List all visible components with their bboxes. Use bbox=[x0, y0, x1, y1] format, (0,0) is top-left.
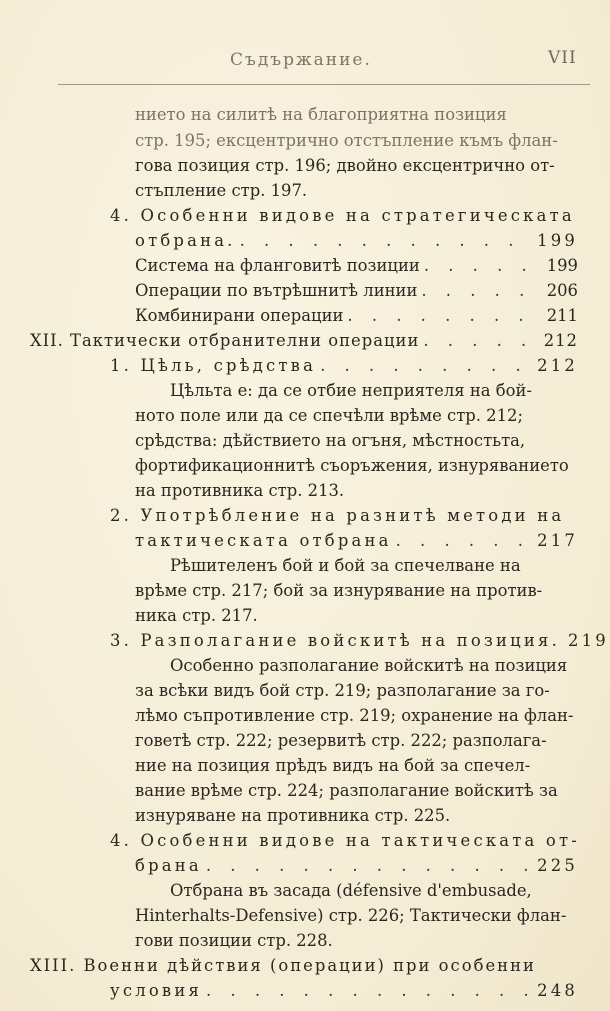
text-line: изнуряване на противника стр. 225. bbox=[135, 806, 451, 825]
leader-dots bbox=[240, 230, 534, 252]
text-line: нието на силитѣ на благоприятна позиция bbox=[135, 105, 507, 124]
text-line: Отбрана въ засада (défensive d'embusade, bbox=[170, 881, 532, 900]
toc-entry-label: условия bbox=[110, 981, 202, 1000]
toc-entry-page: 212 bbox=[537, 356, 578, 375]
text-line: на противника стр. 213. bbox=[135, 481, 345, 500]
text-line: Рѣшителенъ бой и бой за спечелване на bbox=[170, 556, 521, 575]
leader-dots bbox=[396, 530, 533, 552]
text-line: срѣдства: дѣйствието на огъня, мѣстностьта, bbox=[135, 431, 526, 450]
toc-entry-page: 211 bbox=[546, 306, 578, 325]
toc-entry-label: Система на фланговитѣ позиции bbox=[135, 256, 420, 275]
text-line: гова позиция стр. 196; двойно ексцентрично от- bbox=[135, 156, 555, 175]
leader-dots bbox=[347, 305, 542, 327]
toc-entry bbox=[135, 530, 578, 552]
leader-dots bbox=[421, 280, 542, 302]
text-line: Особенно разполагание войскитѣ на позиция bbox=[170, 656, 568, 675]
text-line: гови позиции стр. 228. bbox=[135, 931, 333, 950]
toc-entry bbox=[110, 355, 578, 377]
toc-entry-page: 199 bbox=[537, 231, 578, 250]
text-line: ника стр. 217. bbox=[135, 606, 258, 625]
chapter-heading: XIII. Военни дѣйствия (операции) при особенни bbox=[30, 956, 536, 975]
page-number: VII bbox=[548, 48, 577, 68]
section-heading: 4. Особенни видове на тактическата от- bbox=[110, 831, 580, 850]
text-line: врѣме стр. 217; бой за изнурявание на против- bbox=[135, 581, 543, 600]
leader-dots bbox=[320, 355, 533, 377]
toc-entry-label: XII. Тактически отбранителни операции bbox=[30, 331, 420, 350]
text-line: ното поле или да се спечѣли врѣме стр. 212; bbox=[135, 406, 523, 425]
toc-entry-page: 248 bbox=[537, 981, 578, 1000]
toc-entry-label: Операции по вътрѣшнитѣ линии bbox=[135, 281, 418, 300]
toc-entry bbox=[110, 980, 578, 1002]
toc-entry-label: Комбинирани операции bbox=[135, 306, 344, 325]
toc-entry-label: тактическата отбрана bbox=[135, 531, 392, 550]
text-line: стъпление стр. 197. bbox=[135, 181, 308, 200]
header-rule bbox=[58, 84, 590, 85]
toc-entry-page: 199 bbox=[546, 256, 578, 275]
leader-dots bbox=[206, 980, 533, 1002]
text-line: лѣмо съпротивление стр. 219; охранение на флан- bbox=[135, 706, 574, 725]
text-line: Hinterhalts-Defensive) стр. 226; Тактически флан- bbox=[135, 906, 567, 925]
text-line: ние на позиция прѣдъ видъ на бой за спечел- bbox=[135, 756, 531, 775]
text-line: Цѣльта е: да се отбие неприятеля на бой- bbox=[170, 381, 532, 400]
toc-entry-label: 3. Разполагание войскитѣ на позиция. bbox=[110, 631, 560, 650]
toc-entry bbox=[135, 305, 578, 327]
leader-dots bbox=[206, 855, 533, 877]
text-line: вание врѣме стр. 224; разполагание войскитѣ за bbox=[135, 781, 558, 800]
text-line: стр. 195; ексцентрично отстъпление къмъ флан- bbox=[135, 131, 558, 150]
toc-entry bbox=[110, 630, 609, 652]
toc-entry-page: 206 bbox=[546, 281, 578, 300]
toc-entry-page: 225 bbox=[537, 856, 578, 875]
toc-entry-page: 219 bbox=[568, 631, 609, 650]
toc-entry bbox=[135, 280, 578, 302]
toc-entry bbox=[135, 855, 578, 877]
toc-chapter-entry bbox=[30, 330, 578, 352]
leader-dots bbox=[424, 255, 543, 277]
text-line: за всѣки видъ бой стр. 219; разполагание за го- bbox=[135, 681, 550, 700]
toc-entry bbox=[135, 230, 578, 252]
section-heading: 4. Особенни видове на стратегическата bbox=[110, 206, 575, 225]
leader-dots bbox=[423, 330, 539, 352]
toc-entry-page: 212 bbox=[543, 331, 578, 350]
toc-entry bbox=[135, 255, 578, 277]
toc-entry-label: отбрана. bbox=[135, 231, 236, 250]
toc-entry-page: 217 bbox=[537, 531, 578, 550]
text-line: говетѣ стр. 222; резервитѣ стр. 222; разполага- bbox=[135, 731, 547, 750]
section-heading: 2. Употрѣбление на разнитѣ методи на bbox=[110, 506, 565, 525]
running-head-title: Съдържание. bbox=[230, 50, 372, 70]
text-line: фортификационнитѣ съоръжения, изнуряванието bbox=[135, 456, 569, 475]
toc-entry-label: брана bbox=[135, 856, 202, 875]
toc-entry-label: 1. Цѣль, срѣдства bbox=[110, 356, 317, 375]
